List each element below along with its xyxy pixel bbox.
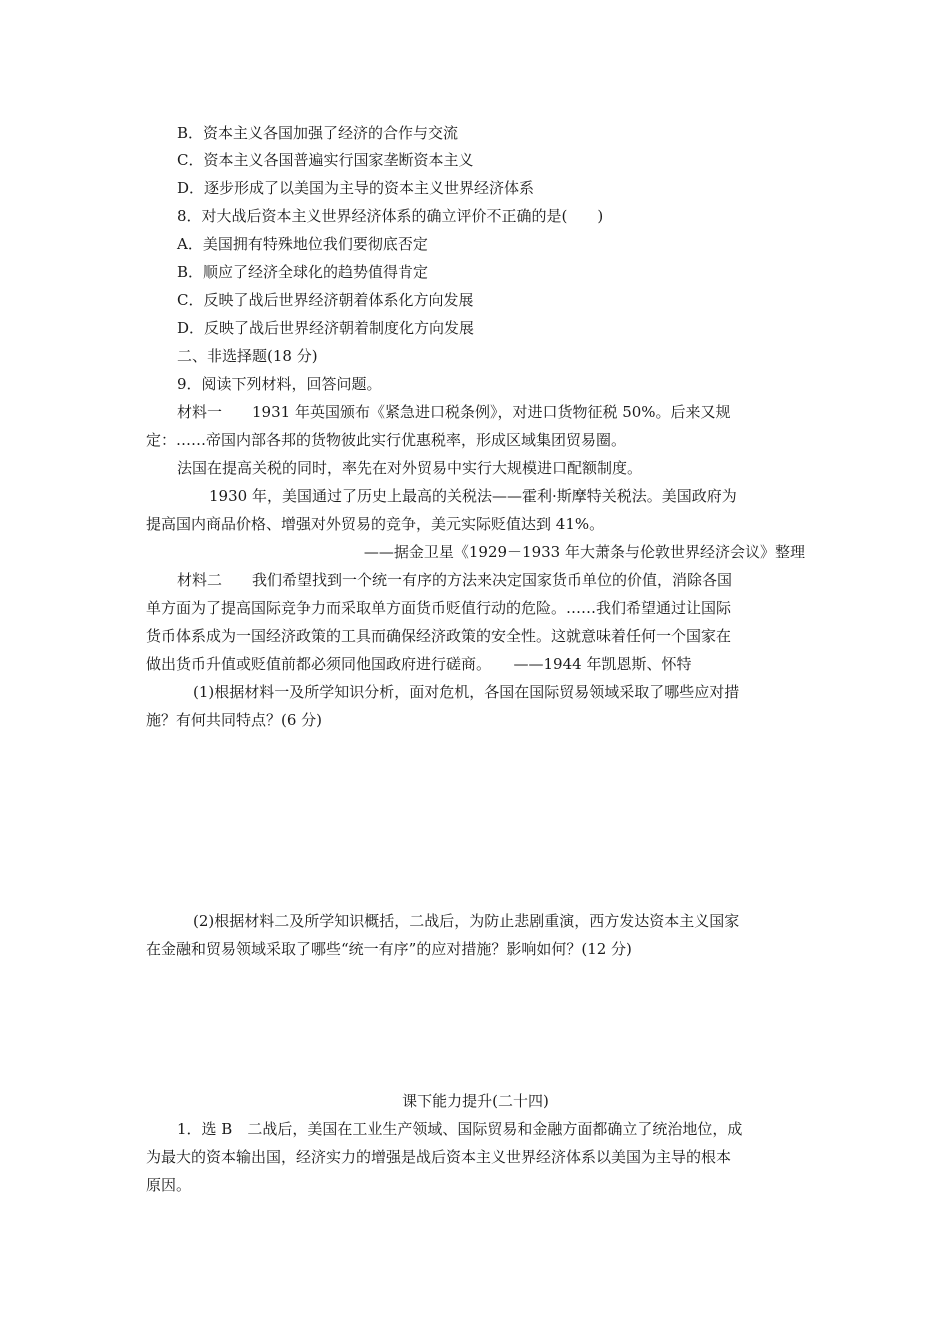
q8-stem: 8．对大战后资本主义世界经济体系的确立评价不正确的是( )	[177, 207, 604, 225]
material2-line2: 单方面为了提高国际竞争力而采取单方面货币贬值行动的危险。……我们希望通过让国际	[146, 599, 732, 617]
sub-question-1-line2: 施？有何共同特点？(6 分)	[146, 711, 323, 729]
q8-option-c: C．反映了战后世界经济朝着体系化方向发展	[177, 291, 474, 309]
q7-option-b: B．资本主义各国加强了经济的合作与交流	[177, 124, 459, 142]
q8-option-a: A．美国拥有特殊地位我们要彻底否定	[177, 235, 428, 253]
sub-question-1-line1: (1)根据材料一及所学知识分析，面对危机，各国在国际贸易领域采取了哪些应对措	[193, 683, 740, 701]
material2-line3: 货币体系成为一国经济政策的工具而确保经济政策的安全性。这就意味着任何一个国家在	[146, 627, 732, 645]
answer-1-line1: 1．选 B 二战后，美国在工业生产领域、国际贸易和金融方面都确立了统治地位，成	[177, 1120, 743, 1138]
answer-1-line3: 原因。	[146, 1176, 192, 1194]
sub-question-2-line1: (2)根据材料二及所学知识概括，二战后，为防止悲剧重演，西方发达资本主义国家	[193, 912, 740, 930]
q8-option-d: D．反映了战后世界经济朝着制度化方向发展	[177, 319, 475, 337]
material1-line1: 材料一 1931 年英国颁布《紧急进口税条例》，对进口货物征税 50%。后来又规	[177, 403, 731, 421]
answer-title: 课下能力提升(二十四)	[402, 1092, 549, 1110]
section-heading: 二、非选择题(18 分)	[177, 347, 318, 365]
q9-stem: 9．阅读下列材料，回答问题。	[177, 375, 382, 393]
material1-line5: 提高国内商品价格、增强对外贸易的竞争，美元实际贬值达到 41%。	[146, 515, 605, 533]
material1-line4: 1930 年，美国通过了历史上最高的关税法——霍利·斯摩特关税法。美国政府为	[209, 487, 737, 505]
material2-line4: 做出货币升值或贬值前都必须同他国政府进行磋商。 ——1944 年凯恩斯、怀特	[146, 655, 692, 673]
q7-option-c: C．资本主义各国普遍实行国家垄断资本主义	[177, 151, 474, 169]
answer-1-line2: 为最大的资本输出国，经济实力的增强是战后资本主义世界经济体系以美国为主导的根本	[146, 1148, 732, 1166]
q7-option-d: D．逐步形成了以美国为主导的资本主义世界经济体系	[177, 179, 535, 197]
material1-line3: 法国在提高关税的同时，率先在对外贸易中实行大规模进口配额制度。	[177, 459, 643, 477]
material2-line1: 材料二 我们希望找到一个统一有序的方法来决定国家货币单位的价值，消除各国	[177, 571, 733, 589]
material1-source: ——据金卫星《1929－1933 年大萧条与伦敦世界经济会议》整理	[363, 543, 805, 561]
q8-option-b: B．顺应了经济全球化的趋势值得肯定	[177, 263, 429, 281]
sub-question-2-line2: 在金融和贸易领域采取了哪些“统一有序”的应对措施？影响如何？(12 分)	[146, 940, 632, 958]
material1-line2: 定：……帝国内部各邦的货物彼此实行优惠税率，形成区域集团贸易圈。	[146, 431, 627, 449]
